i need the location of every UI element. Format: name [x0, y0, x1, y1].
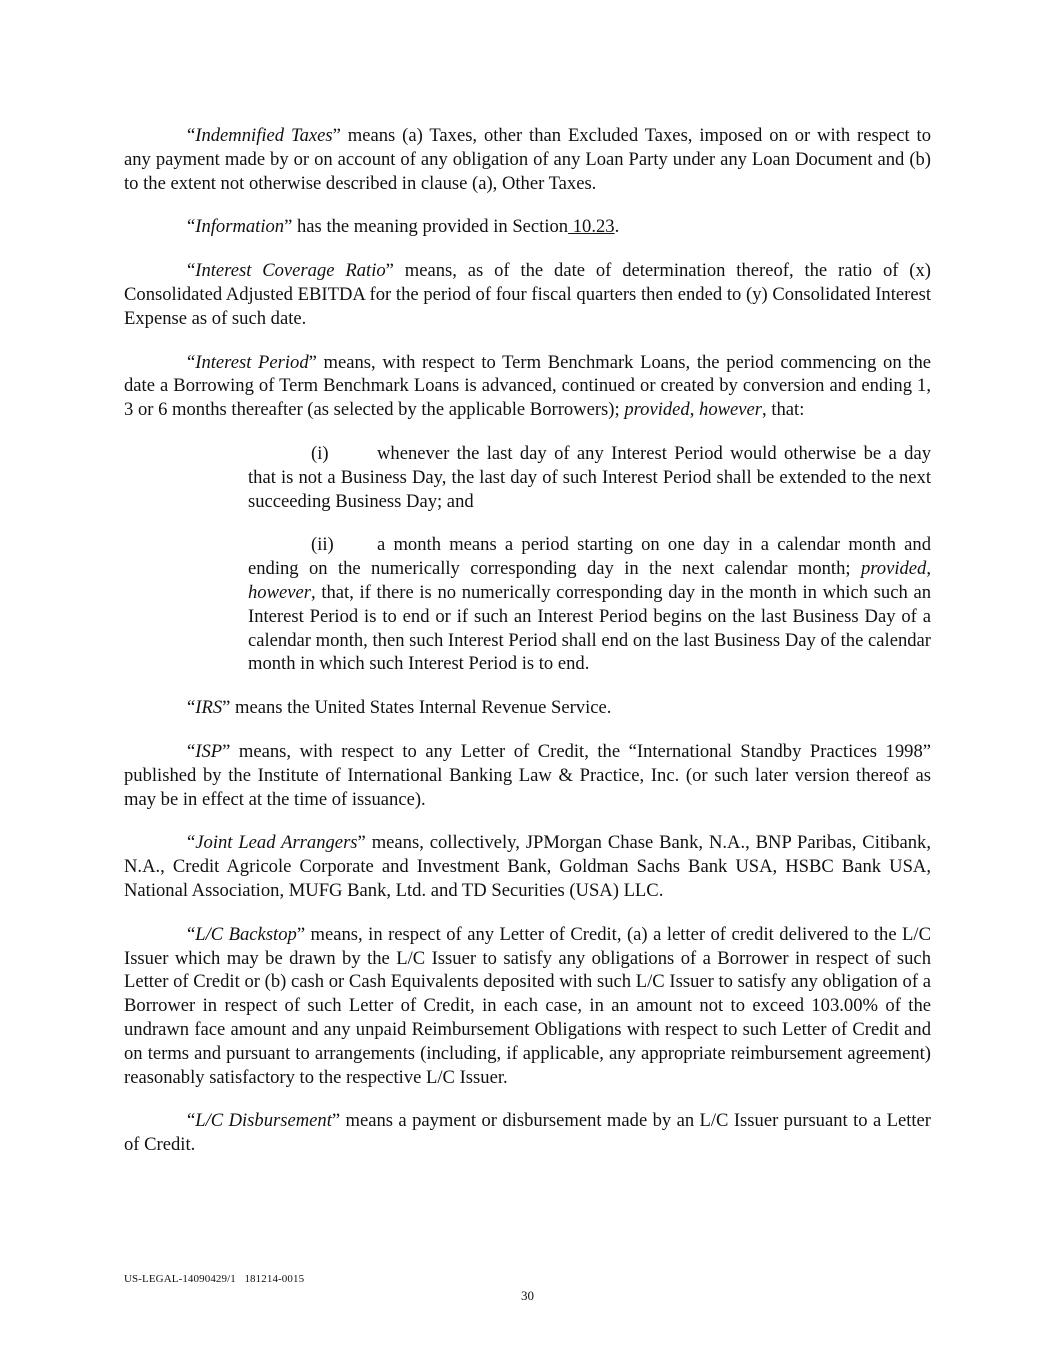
definition-text: ” means, with respect to Term Benchmark Loans, the period commencing on the date a Borrowing of Term Benchmark Loans is advanced, continued or created by conversion and ending 1, 3 or 6 months thereafter (as selected by the applicable Borrowers);: [124, 351, 931, 421]
definition-interest-coverage-ratio: “Interest Coverage Ratio” means, as of the date of determination thereof, the ratio of (x) Consolidated Adjusted EBITDA for the period of four fiscal quarters then ended to (y) Consolidated Interest Expense as of such date.: [124, 260, 931, 329]
clause-number: (i): [311, 442, 329, 464]
footer-document-id: US-LEGAL-14090429/1 181214-0015: [124, 1273, 305, 1285]
definition-text: ” means, as of the date of determination thereof, the ratio of (x) Consolidated Adjusted EBITDA for the period of four fiscal quarters then ended to (y) Consolidated Interest Expense as of such date.: [124, 260, 931, 329]
defined-term: Indemnified Taxes: [195, 125, 333, 146]
defined-term: ISP: [195, 740, 223, 762]
clause-text: a month means a period starting on one day in a calendar month and ending on the numerically corresponding day in the next calendar month;: [248, 534, 931, 580]
definition-isp: “ISP” means, with respect to any Letter of Credit, the “International Standby Practices 1998” published by the Institute of International Banking Law & Practice, Inc. (or such later version thereof as may be in effect at the time of issuance).: [124, 740, 931, 810]
definition-text: ” means, in respect of any Letter of Credit, (a) a letter of credit delivered to the L/C Issuer which may be drawn by the L/C Issuer to satisfy any obligations of a Borrower in respect of such Letter of Credit or (b) cash or Cash Equivalents deposited with such L/C Issuer to satisfy any obligation of a Borrower in respect of such Letter of Credit, in each case, in an amount not to exceed 103.00% of the undrawn face amount and any unpaid Reimbursement Obligations with respect to such Letter of Credit and on terms and pursuant to arrangements (including, if applicable, any appropriate reimbursement agreement) reasonably satisfactory to the respective L/C Issuer.: [124, 923, 931, 1088]
definition-text: ” means (a) Taxes, other than Excluded Taxes, imposed on or with respect to any payment made by or on account of any obligation of any Loan Party under any Loan Document and (b) to the extent not otherwise described in clause (a), Other Taxes.: [124, 125, 931, 194]
definition-indemnified-taxes: “Indemnified Taxes” means (a) Taxes, other than Excluded Taxes, imposed on or with respect to any payment made by or on account of any obligation of any Loan Party under any Loan Document and (b) to the extent not otherwise described in clause (a), Other Taxes.: [124, 125, 931, 194]
definition-text: ” means, with respect to any Letter of Credit, the “International Standby Practices 1998” published by the Institute of International Banking Law & Practice, Inc. (or such later version thereof as may be in effect at the time of issuance).: [124, 740, 931, 810]
section-reference-link[interactable]: 10.23: [568, 216, 615, 238]
definition-interest-period: “Interest Period” means, with respect to Term Benchmark Loans, the period commencing on the date a Borrowing of Term Benchmark Loans is advanced, continued or created by conversion and ending 1, 3 or 6 months thereafter (as selected by the applicable Borrowers); provided, however, that:: [124, 351, 931, 421]
defined-term: Interest Period: [195, 351, 309, 373]
definition-irs: “IRS” means the United States Internal Revenue Service.: [187, 697, 612, 719]
definition-text: ” means a payment or disbursement made by an L/C Issuer pursuant to a Letter of Credit.: [124, 1110, 931, 1156]
document-page: [124, 124, 931, 1177]
clause-text: whenever the last day of any Interest Period would otherwise be a day that is not a Business Day, the last day of such Interest Period shall be extended to the next succeeding Business Day; and: [248, 442, 931, 512]
interest-period-clause-i: [248, 442, 931, 513]
defined-term: Interest Coverage Ratio: [195, 260, 386, 282]
defined-term: IRS: [195, 697, 223, 719]
definition-lc-disbursement: “L/C Disbursement” means a payment or disbursement made by an L/C Issuer pursuant to a Letter of Credit.: [124, 1110, 931, 1156]
definition-joint-lead-arrangers: “Joint Lead Arrangers” means, collectively, JPMorgan Chase Bank, N.A., BNP Paribas, Citibank, N.A., Credit Agricole Corporate and Investment Bank, Goldman Sachs Bank USA, HSBC Bank USA, National Association, MUFG Bank, Ltd. and TD Securities (USA) LLC.: [124, 832, 931, 901]
definition-text: ” has the meaning provided in Section: [284, 216, 569, 238]
definition-lc-backstop: “L/C Backstop” means, in respect of any Letter of Credit, (a) a letter of credit delivered to the L/C Issuer which may be drawn by the L/C Issuer to satisfy any obligations of a Borrower in respect of such Letter of Credit or (b) cash or Cash Equivalents deposited with such L/C Issuer to satisfy any obligation of a Borrower in respect of such Letter of Credit, in each case, in an amount not to exceed 103.00% of the undrawn face amount and any unpaid Reimbursement Obligations with respect to such Letter of Credit and on terms and pursuant to arrangements (including, if applicable, any appropriate reimbursement agreement) reasonably satisfactory to the respective L/C Issuer.: [124, 923, 931, 1088]
definition-text: ” means the United States Internal Revenue Service.: [222, 697, 612, 719]
clause-number: (ii): [311, 534, 334, 556]
definition-text: ” means, collectively, JPMorgan Chase Bank, N.A., BNP Paribas, Citibank, N.A., Credit Agricole Corporate and Investment Bank, Goldman Sachs Bank USA, HSBC Bank USA, National Association, MUFG Bank, Ltd. and TD Securities (USA) LLC.: [124, 832, 931, 901]
defined-term: Joint Lead Arrangers: [195, 832, 358, 854]
interest-period-clause-ii: (ii) a month means a period starting on one day in a calendar month and ending on the numerically corresponding day in the next calendar month; provided, however, that, if there is no numerically corresponding day in the month in which such an Interest Period is to end or if such an Interest Period begins on the last Business Day of a calendar month, then such Interest Period shall end on the last Business Day of the calendar month in which such Interest Period is to end.: [248, 534, 931, 675]
page-number: 30: [521, 1288, 534, 1303]
definition-information: “Information” has the meaning provided in Section 10.23.: [187, 216, 620, 238]
defined-term: L/C Backstop: [195, 923, 297, 945]
defined-term: L/C Disbursement: [195, 1110, 332, 1132]
defined-term: Information: [195, 216, 285, 238]
